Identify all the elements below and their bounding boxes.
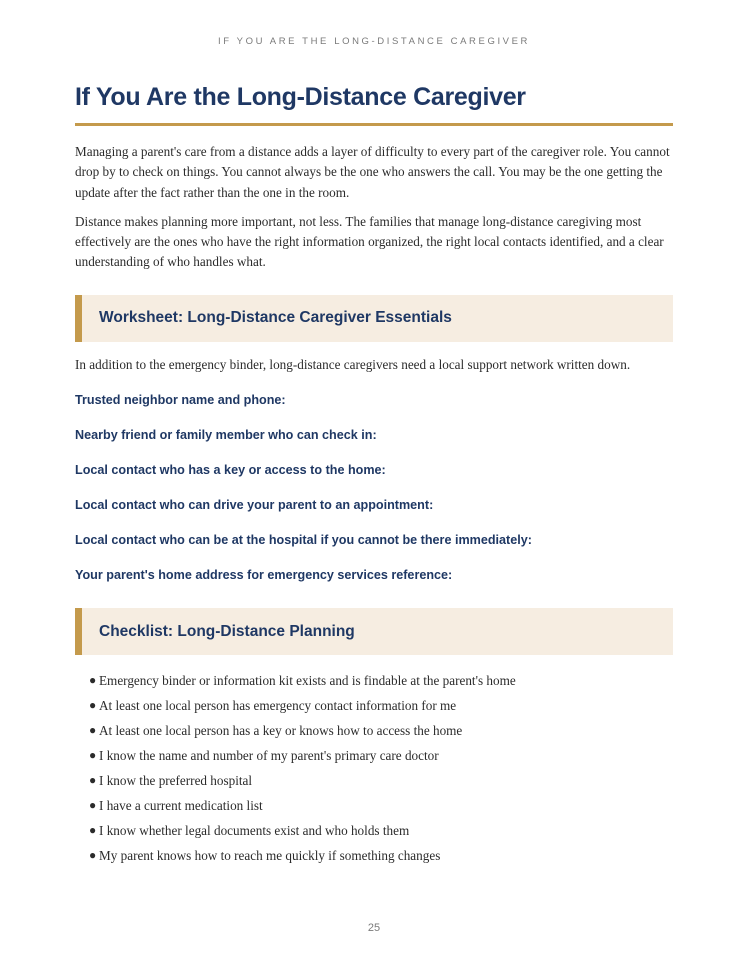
- worksheet-field-hospital-contact[interactable]: Local contact who can be at the hospital if you cannot be there immediately:: [75, 533, 532, 548]
- checklist-item[interactable]: [89, 793, 673, 818]
- checklist-item-label: I know the preferred hospital: [99, 773, 253, 789]
- worksheet-heading: Worksheet: Long-Distance Caregiver Essentials: [99, 309, 452, 327]
- checklist-heading-callout: [75, 608, 673, 655]
- intro-paragraph-1: Managing a parent's care from a distance adds a layer of difficulty to every part of the caregiver role. You cannot drop by to check on things. You cannot always be the one who answers the call. You may be the one getting the update after the fact rather than the one in the room.: [75, 144, 670, 200]
- checklist-item[interactable]: [89, 818, 673, 843]
- running-header: IF YOU ARE THE LONG-DISTANCE CAREGIVER: [217, 36, 531, 47]
- bullet-icon: ●: [89, 773, 97, 788]
- checklist-item[interactable]: [89, 668, 673, 693]
- checklist: [75, 668, 673, 868]
- checklist-heading: Checklist: Long-Distance Planning: [99, 622, 355, 640]
- bullet-icon: ●: [89, 848, 97, 863]
- worksheet-field-nearby-contact[interactable]: Nearby friend or family member who can check in:: [75, 428, 377, 443]
- checklist-item[interactable]: [89, 693, 673, 718]
- checklist-item-label: I know whether legal documents exist and who holds them: [99, 823, 410, 839]
- checklist-item-label: At least one local person has a key or knows how to access the home: [99, 723, 463, 739]
- checklist-item-label: I have a current medication list: [99, 798, 263, 814]
- bullet-icon: ●: [89, 798, 97, 813]
- worksheet-heading-callout: [75, 295, 673, 342]
- intro-paragraph-2: Distance makes planning more important, not less. The families that manage long-distance caregiving most effectively are the ones who have the right information organized, the right local contacts identified, and a clear understanding of who handles what.: [75, 213, 664, 270]
- checklist-item-label: I know the name and number of my parent's primary care doctor: [99, 748, 439, 764]
- checklist-item[interactable]: [89, 718, 673, 743]
- worksheet-field-neighbor[interactable]: Trusted neighbor name and phone:: [75, 393, 286, 408]
- checklist-item-label: At least one local person has emergency contact information for me: [99, 698, 457, 714]
- worksheet-field-home-address[interactable]: Your parent's home address for emergency services reference:: [75, 568, 453, 583]
- bullet-icon: ●: [89, 723, 97, 738]
- bullet-icon: ●: [89, 823, 97, 838]
- page-number: 25: [367, 922, 381, 934]
- checklist-item[interactable]: [89, 768, 673, 793]
- worksheet-field-key-access[interactable]: Local contact who has a key or access to the home:: [75, 463, 386, 478]
- bullet-icon: ●: [89, 748, 97, 763]
- checklist-item-label: My parent knows how to reach me quickly if something changes: [99, 848, 441, 864]
- worksheet-field-driver[interactable]: Local contact who can drive your parent to an appointment:: [75, 498, 434, 513]
- bullet-icon: ●: [89, 673, 97, 688]
- bullet-icon: ●: [89, 698, 97, 713]
- page-title: If You Are the Long-Distance Caregiver: [75, 80, 673, 126]
- checklist-item[interactable]: [89, 743, 673, 768]
- checklist-item-label: Emergency binder or information kit exists and is findable at the parent's home: [99, 673, 516, 689]
- checklist-item[interactable]: [89, 843, 673, 868]
- worksheet-intro: In addition to the emergency binder, long-distance caregivers need a local support network written down.: [75, 356, 631, 372]
- page-content: [75, 80, 673, 868]
